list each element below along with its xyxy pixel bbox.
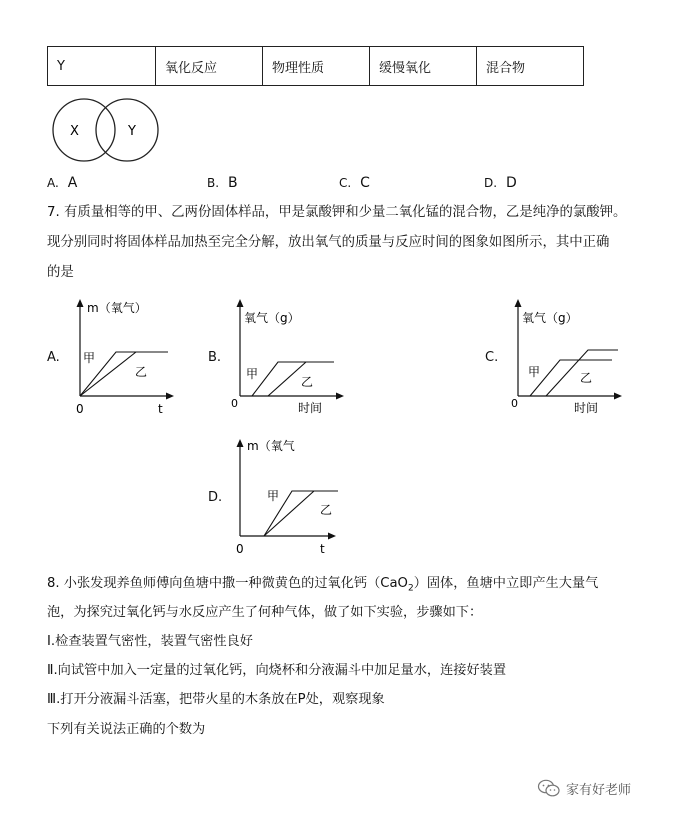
- table-row: [48, 47, 584, 86]
- table-cell: 混合物: [477, 47, 584, 86]
- graph-a-origin: 0: [76, 402, 84, 416]
- graph-a-ylabel: m（氧气）: [87, 301, 147, 315]
- q7-line2: 现分别同时将固体样品加热至完全分解，放出氧气的质量与反应时间的图象如图所示，其中正确: [47, 235, 610, 250]
- graph-c: [502, 296, 632, 418]
- graph-d-series1: 甲: [267, 489, 280, 503]
- q8-step1: Ⅰ.检查装置气密性，装置气密性良好: [47, 634, 253, 649]
- graph-b: [224, 296, 354, 418]
- graph-a-series2: 乙: [135, 365, 148, 379]
- classification-table: [47, 46, 584, 86]
- q8-step2: Ⅱ.向试管中加入一定量的过氧化钙，向烧杯和分液漏斗中加足量水，连接好装置: [47, 663, 507, 678]
- watermark: [537, 777, 631, 799]
- option-c: C. C: [339, 175, 370, 191]
- wechat-icon: [537, 778, 561, 798]
- graph-c-xlabel: 时间: [574, 401, 599, 415]
- table-cell: 物理性质: [263, 47, 370, 86]
- graph-c-series1: 甲: [528, 365, 541, 379]
- graph-d-origin: 0: [236, 542, 244, 556]
- option-a: A. A: [47, 175, 78, 191]
- graph-d-xlabel: t: [320, 542, 325, 556]
- venn-diagram: [48, 96, 168, 164]
- graph-b-origin: 0: [231, 397, 238, 410]
- table-cell: 缓慢氧化: [370, 47, 477, 86]
- option-d: D. D: [484, 175, 517, 191]
- graph-a-xlabel: t: [158, 402, 163, 416]
- table-cell: 氧化反应: [156, 47, 263, 86]
- q8-question: 下列有关说法正确的个数为: [47, 722, 206, 737]
- graph-c-label: C.: [485, 350, 499, 365]
- q7-line3: 的是: [47, 265, 74, 280]
- graph-d-series2: 乙: [320, 503, 333, 517]
- q8-line1: 8. 小张发现养鱼师傅向鱼塘中撒一种微黄色的过氧化钙（CaO$_2$）固体，鱼塘中立即产生大量气: [47, 576, 599, 594]
- option-b: B. B: [207, 175, 238, 191]
- venn-label-y: Y: [128, 124, 136, 139]
- graph-b-xlabel: 时间: [298, 401, 323, 415]
- graph-d: [224, 434, 348, 558]
- q8-line2: 泡，为探究过氧化钙与水反应产生了何种气体，做了如下实验，步骤如下：: [47, 605, 483, 620]
- graph-d-ylabel: m（氧气: [247, 439, 295, 453]
- graph-c-ylabel: 氧气（g）: [522, 311, 578, 325]
- graph-b-label: B.: [208, 350, 222, 365]
- watermark-text: 家有好老师: [566, 782, 632, 798]
- graph-c-series2: 乙: [580, 371, 593, 385]
- graph-b-series2: 乙: [301, 375, 314, 389]
- graph-c-origin: 0: [511, 397, 518, 410]
- graph-a-series1: 甲: [83, 351, 96, 365]
- table-cell: Y: [48, 47, 156, 86]
- graph-a-label: A.: [47, 350, 60, 365]
- q7-line1: 7. 有质量相等的甲、乙两份固体样品，甲是氯酸钾和少量二氧化锰的混合物，乙是纯净的氯酸钾。: [47, 205, 627, 220]
- q8-step3: Ⅲ.打开分液漏斗活塞，把带火星的木条放在P处，观察现象: [47, 692, 385, 707]
- graph-b-series1: 甲: [246, 367, 259, 381]
- graph-d-label: D.: [208, 490, 223, 505]
- graph-b-ylabel: 氧气（g）: [244, 311, 300, 325]
- venn-label-x: X: [70, 124, 79, 139]
- graph-a: [64, 296, 184, 418]
